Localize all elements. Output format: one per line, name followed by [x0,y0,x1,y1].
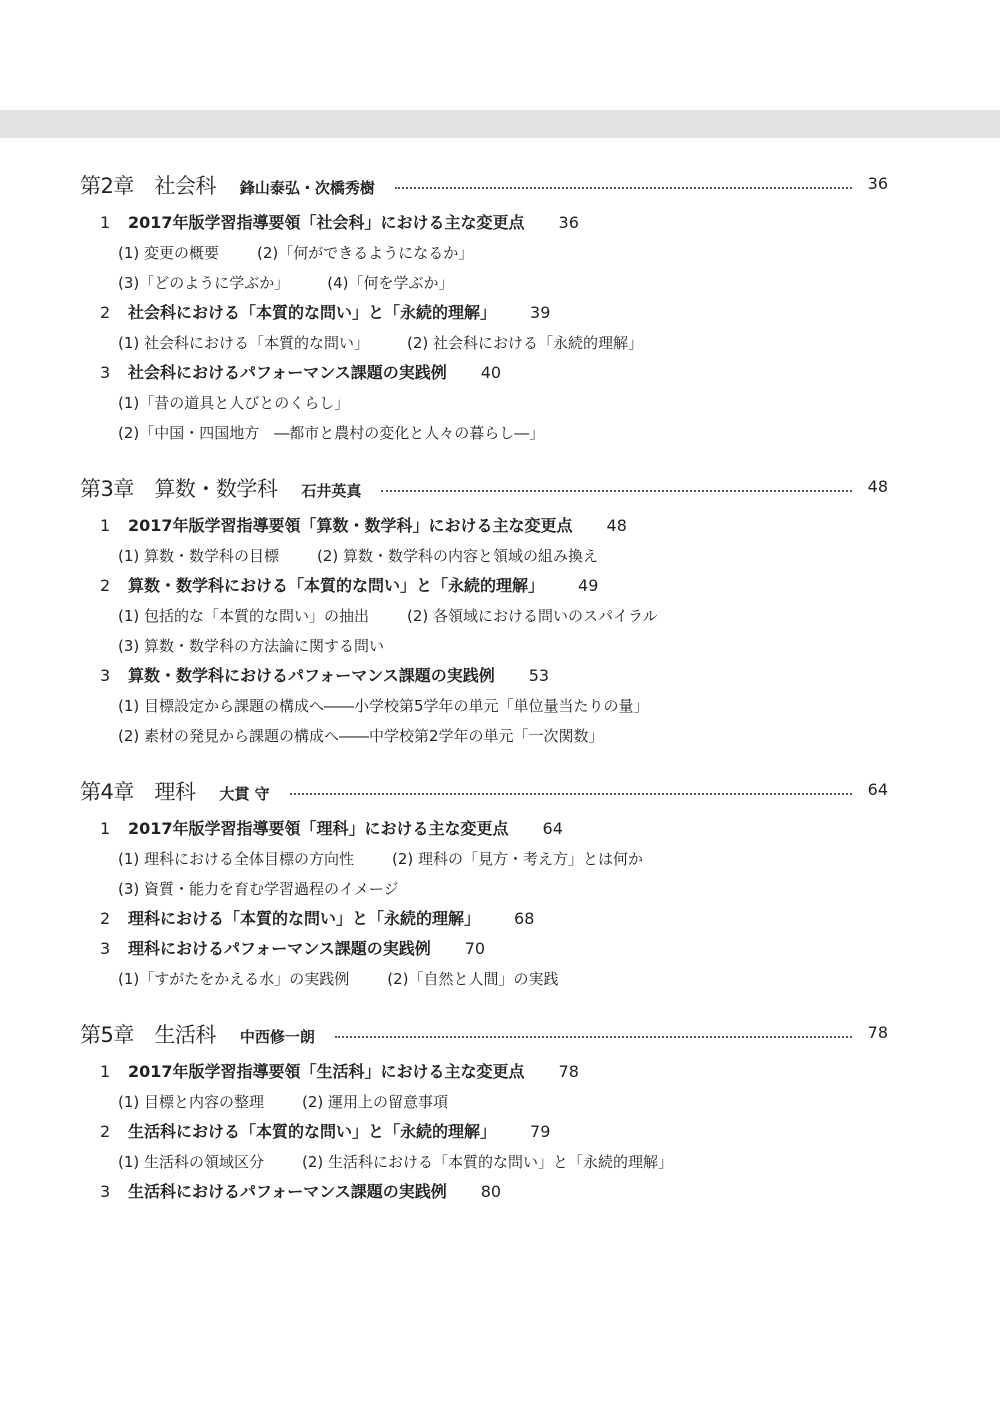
section-page-number: 70 [464,939,486,958]
subsection-item[interactable]: (1) 生活科の領域区分 [118,1153,265,1171]
chapter-author: 大貫 守 [219,785,270,803]
section-title: 社会科におけるパフォーマンス課題の実践例 [128,363,447,382]
subsection-line [118,238,888,268]
chapter-head [80,1019,315,1049]
section-number: 1 [100,819,111,838]
subsection-line [118,844,888,874]
subsection-line [118,418,888,448]
subsection-line [118,631,888,661]
subsection-item[interactable]: (3) 資質・能力を育む学習過程のイメージ [118,880,399,898]
section-title: 2017年版学習指導要領「理科」における主な変更点 [128,819,509,838]
chapter-author: 中西修一朗 [239,1028,315,1046]
section-entry[interactable] [100,934,888,964]
section-entry[interactable] [100,904,888,934]
section-entry[interactable] [100,661,888,691]
subsection-line [118,268,888,298]
subsection-item[interactable]: (2) 各領域における問いのスパイラル [407,607,658,625]
subsection-line [118,541,888,571]
subsection-line [118,691,888,721]
chapter-head [80,473,361,503]
section-page-number: 36 [558,213,579,232]
subsection-item[interactable]: (1) 包括的な「本質的な問い」の抽出 [118,607,370,625]
section-number: 3 [100,939,111,958]
section-title: 生活科における「本質的な問い」と「永続的理解」 [128,1122,497,1141]
dot-leader [335,1036,852,1038]
section-number: 3 [100,363,111,382]
section-page-number: 53 [528,666,550,685]
subsection-item[interactable]: (1) 変更の概要 [118,244,220,262]
section-page-number: 78 [558,1062,579,1081]
subsection-line [118,964,888,994]
section-number: 1 [100,1062,111,1081]
section-page-number: 49 [578,576,599,595]
subsection-item[interactable]: (1) 社会科における「本質的な問い」 [118,334,370,352]
section-number: 2 [100,1122,111,1141]
subsection-line [118,601,888,631]
chapter-head [80,170,375,200]
subsection-line [118,1147,888,1177]
section-title: 算数・数学科におけるパフォーマンス課題の実践例 [128,666,495,685]
subsection-item[interactable]: (2)「自然と人間」の実践 [387,970,559,988]
section-number: 2 [100,303,111,322]
subsection-item[interactable]: (2) 素材の発見から課題の構成へ――中学校第2学年の単元「一次関数」 [118,727,604,745]
section-page-number: 79 [530,1122,551,1141]
section-page-number: 64 [542,819,563,838]
chapter-heading[interactable] [80,1019,888,1049]
subsection-item[interactable]: (2) 理科の「見方・考え方」とは何か [392,850,644,868]
section-title: 理科におけるパフォーマンス課題の実践例 [128,939,431,958]
section-entry[interactable] [100,1057,888,1087]
section-title: 理科における「本質的な問い」と「永続的理解」 [128,909,481,928]
section-page-number: 40 [480,363,502,382]
subsection-item[interactable]: (2) 生活科における「本質的な問い」と「永続的理解」 [302,1153,674,1171]
subsection-line [118,721,888,751]
section-number: 2 [100,576,111,595]
subsection-item[interactable]: (2) 運用上の留意事項 [302,1093,449,1111]
chapter-page-number: 36 [867,174,888,193]
section-entry[interactable] [100,358,888,388]
section-page-number: 39 [530,303,551,322]
dot-leader [290,793,852,795]
chapter-title: 第2章 社会科 [80,174,216,198]
subsection-item[interactable]: (2) 社会科における「永続的理解」 [407,334,644,352]
subsection-item[interactable]: (3)「どのように学ぶか」 [118,274,290,292]
section-entry[interactable] [100,814,888,844]
chapter-author: 石井英真 [301,482,362,500]
chapter-heading[interactable] [80,776,888,806]
chapter-title: 第5章 生活科 [80,1023,216,1047]
section-entry[interactable] [100,511,888,541]
subsection-item[interactable]: (1)「昔の道具と人びとのくらし」 [118,394,350,412]
section-entry[interactable] [100,571,888,601]
chapter-author: 鋒山泰弘・次橋秀樹 [239,179,375,197]
header-band [0,110,1000,138]
section-entry[interactable] [100,1177,888,1207]
subsection-item[interactable]: (1) 目標と内容の整理 [118,1093,265,1111]
subsection-item[interactable]: (2)「何ができるようになるか」 [257,244,474,262]
chapter-title: 第4章 理科 [80,780,196,804]
section-number: 2 [100,909,111,928]
subsection-line [118,388,888,418]
chapter-page-number: 78 [867,1023,888,1042]
chapter-head [80,776,270,806]
section-title: 算数・数学科における「本質的な問い」と「永続的理解」 [128,576,545,595]
subsection-line [118,1087,888,1117]
section-title: 2017年版学習指導要領「生活科」における主な変更点 [128,1062,525,1081]
section-page-number: 68 [514,909,535,928]
chapter-page-number: 64 [867,780,888,799]
subsection-item[interactable]: (4)「何を学ぶか」 [327,274,454,292]
subsection-line [118,328,888,358]
section-number: 1 [100,516,111,535]
section-title: 2017年版学習指導要領「社会科」における主な変更点 [128,213,525,232]
subsection-item[interactable]: (1) 算数・数学科の目標 [118,547,280,565]
subsection-item[interactable]: (1)「すがたをかえる水」の実践例 [118,970,350,988]
subsection-item[interactable]: (2) 算数・数学科の内容と領域の組み換え [317,547,599,565]
section-number: 3 [100,666,111,685]
subsection-item[interactable]: (1) 目標設定から課題の構成へ――小学校第5学年の単元「単位量当たりの量」 [118,697,649,715]
section-entry[interactable] [100,1117,888,1147]
chapter-title: 第3章 算数・数学科 [80,477,278,501]
dot-leader [381,490,852,492]
subsection-item[interactable]: (1) 理科における全体目標の方向性 [118,850,355,868]
section-number: 1 [100,213,111,232]
chapter-page-number: 48 [867,477,888,496]
section-entry[interactable] [100,298,888,328]
section-page-number: 48 [606,516,627,535]
section-title: 2017年版学習指導要領「算数・数学科」における主な変更点 [128,516,573,535]
chapter-heading[interactable] [80,473,888,503]
section-title: 生活科におけるパフォーマンス課題の実践例 [128,1182,447,1201]
section-number: 3 [100,1182,111,1201]
dot-leader [395,187,852,189]
section-page-number: 80 [480,1182,502,1201]
chapter-heading[interactable] [80,170,888,200]
subsection-item[interactable]: (3) 算数・数学科の方法論に関する問い [118,637,385,655]
section-entry[interactable] [100,208,888,238]
section-title: 社会科における「本質的な問い」と「永続的理解」 [128,303,497,322]
table-of-contents [80,170,888,1207]
subsection-item[interactable]: (2)「中国・四国地方 ―都市と農村の変化と人々の暮らし―」 [118,424,545,442]
subsection-line [118,874,888,904]
